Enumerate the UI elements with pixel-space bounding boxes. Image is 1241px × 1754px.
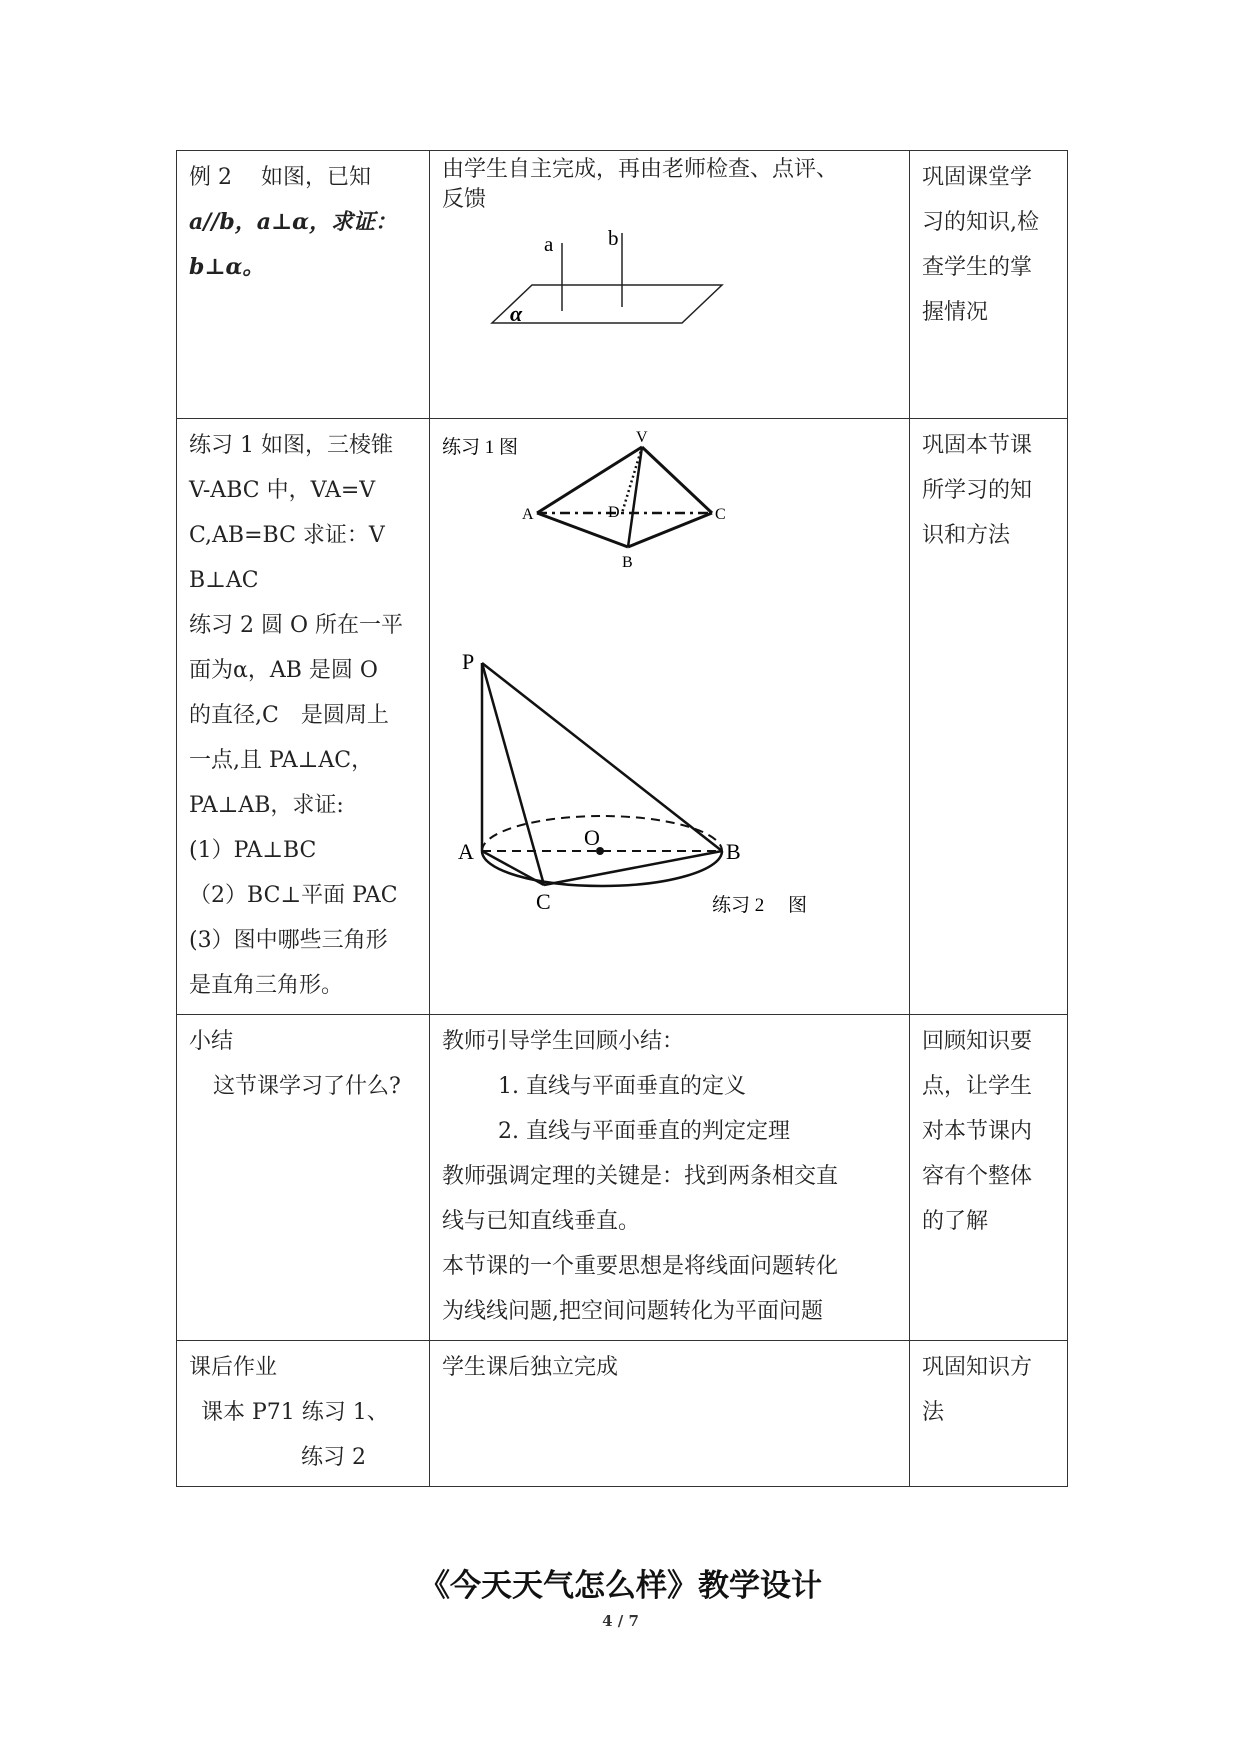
fig1-label-D: D bbox=[608, 504, 620, 521]
segment-PB bbox=[482, 663, 722, 851]
edge-BC bbox=[628, 513, 712, 547]
example2-goal-line3: 查学生的掌 bbox=[922, 255, 1033, 280]
table-row-homework bbox=[177, 1341, 1068, 1487]
summary-line: 教师引导学生回顾小结： bbox=[442, 1029, 685, 1054]
exercise-line: 练习 2 圆 O 所在一平 bbox=[189, 613, 404, 638]
summary-line: 本节课的一个重要思想是将线面问题转化 bbox=[442, 1254, 839, 1279]
summary-line: 为线线问题,把空间问题转化为平面问题 bbox=[442, 1299, 823, 1324]
example2-goal-line2: 习的知识,检 bbox=[922, 210, 1039, 235]
fig2-label-C: C bbox=[536, 889, 551, 914]
summary-goal-line2: 点，让学生 bbox=[922, 1074, 1033, 1099]
exercise-line: PA⊥AB，求证: bbox=[189, 793, 344, 818]
exercises-goal-line3: 识和方法 bbox=[922, 523, 1011, 548]
homework-goal-line1: 巩固知识方 bbox=[922, 1355, 1033, 1380]
fig2-label-B: B bbox=[726, 839, 741, 864]
exercise-line: B⊥AC bbox=[189, 568, 259, 593]
pyramid-figure bbox=[442, 429, 882, 589]
cell-example2-goal bbox=[910, 151, 1068, 419]
homework-goal-line2: 法 bbox=[922, 1400, 945, 1425]
fig1-caption: 练习 1 图 bbox=[442, 437, 519, 458]
summary-goal-line1: 回顾知识要 bbox=[922, 1029, 1033, 1054]
exercise-line: 的直径,C 是圆周上 bbox=[189, 703, 389, 728]
plane-alpha bbox=[492, 285, 722, 323]
label-a: a bbox=[544, 232, 554, 256]
label-b: b bbox=[608, 226, 619, 250]
cell-summary-goal bbox=[910, 1015, 1068, 1341]
summary-point-1: 1. 直线与平面垂直的定义 bbox=[498, 1074, 746, 1099]
cell-homework-method bbox=[430, 1341, 910, 1487]
fig2-label-P: P bbox=[462, 649, 475, 674]
cell-exercises-problem bbox=[177, 419, 430, 1015]
fig1-label-V: V bbox=[636, 429, 648, 446]
page-number: 4 / 7 bbox=[602, 1612, 639, 1630]
cone-circle-figure bbox=[442, 619, 882, 919]
circle-front-arc bbox=[482, 851, 722, 886]
cell-summary-content bbox=[430, 1015, 910, 1341]
homework-heading: 课后作业 bbox=[189, 1355, 278, 1380]
fig1-label-A: A bbox=[522, 506, 534, 523]
cell-exercises-figures bbox=[430, 419, 910, 1015]
lesson-table bbox=[176, 150, 1068, 1487]
fig1-label-B: B bbox=[622, 554, 633, 571]
cell-example2-method bbox=[430, 151, 910, 419]
exercise-line: 练习 1 如图，三棱锥 bbox=[189, 433, 393, 458]
example2-line3: b⊥α。 bbox=[189, 254, 265, 280]
cell-exercises-goal bbox=[910, 419, 1068, 1015]
edge-VB bbox=[628, 447, 642, 547]
table-row-summary bbox=[177, 1015, 1068, 1341]
document-title: 《今天天气怎么样》教学设计 bbox=[419, 1568, 822, 1604]
exercises-goal-line2: 所学习的知 bbox=[922, 478, 1033, 503]
edge-VC bbox=[642, 447, 712, 513]
cell-homework-goal bbox=[910, 1341, 1068, 1487]
exercise-line: （2）BC⊥平面 PAC bbox=[189, 883, 398, 908]
homework-line2: 练习 2 bbox=[301, 1445, 366, 1470]
summary-line: 教师强调定理的关键是：找到两条相交直 bbox=[442, 1164, 839, 1189]
segment-BC bbox=[544, 851, 722, 885]
fig2-caption: 练习 2 图 bbox=[712, 895, 808, 916]
example2-line2: a//b，a⊥α，求证： bbox=[189, 209, 398, 235]
summary-point-2: 2. 直线与平面垂直的判定定理 bbox=[498, 1119, 790, 1144]
exercise-line: (1）PA⊥BC bbox=[189, 838, 317, 863]
parallel-lines-plane-figure bbox=[442, 215, 742, 335]
summary-heading: 小结 bbox=[189, 1029, 234, 1054]
fig1-label-C: C bbox=[715, 506, 726, 523]
table-row-example2 bbox=[177, 151, 1068, 419]
fig2-label-O: O bbox=[584, 825, 600, 850]
cell-example2-problem bbox=[177, 151, 430, 419]
exercise-line: (3）图中哪些三角形 bbox=[189, 928, 388, 953]
cell-homework-title bbox=[177, 1341, 430, 1487]
homework-method: 学生课后独立完成 bbox=[442, 1355, 619, 1380]
table-row-exercises bbox=[177, 419, 1068, 1015]
summary-question: 这节课学习了什么? bbox=[213, 1074, 401, 1099]
label-alpha: α bbox=[510, 301, 523, 326]
summary-goal-line5: 的了解 bbox=[922, 1209, 989, 1234]
exercise-line: V-ABC 中，VA=V bbox=[189, 478, 376, 503]
exercise-line: 面为α，AB 是圆 O bbox=[189, 658, 378, 683]
fig2-label-A: A bbox=[458, 839, 474, 864]
example2-line1: 例 2 如图，已知 bbox=[189, 165, 371, 190]
exercise-line: 是直角三角形。 bbox=[189, 973, 344, 998]
homework-line1: 课本 P71 练习 1、 bbox=[201, 1400, 389, 1425]
example2-method-line2: 反馈 bbox=[442, 187, 487, 212]
cell-summary-title bbox=[177, 1015, 430, 1341]
exercises-goal-line1: 巩固本节课 bbox=[922, 433, 1033, 458]
exercise-line: 一点,且 PA⊥AC， bbox=[189, 748, 374, 773]
summary-goal-line4: 容有个整体 bbox=[922, 1164, 1033, 1189]
summary-line: 线与已知直线垂直。 bbox=[442, 1209, 641, 1234]
edge-VA bbox=[537, 447, 642, 513]
example2-goal-line1: 巩固课堂学 bbox=[922, 165, 1033, 190]
example2-goal-line4: 握情况 bbox=[922, 300, 989, 325]
summary-goal-line3: 对本节课内 bbox=[922, 1119, 1033, 1144]
example2-method-line1: 由学生自主完成，再由老师检查、点评、 bbox=[442, 157, 839, 182]
exercise-line: C,AB=BC 求证：V bbox=[189, 523, 385, 548]
